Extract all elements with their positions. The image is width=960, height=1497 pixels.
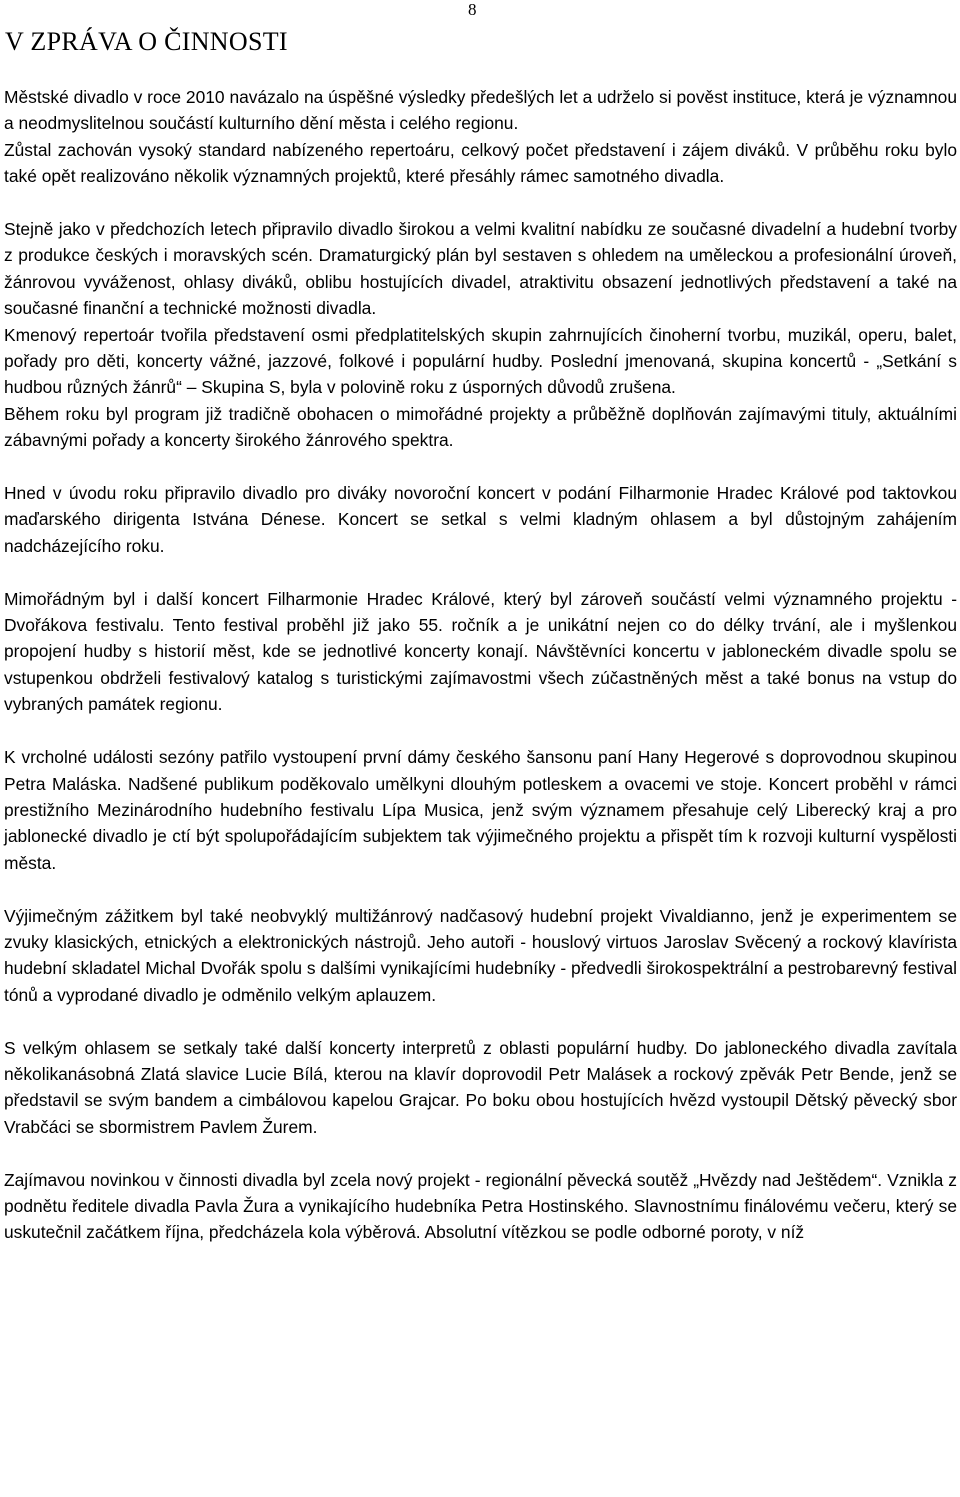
section-heading: V ZPRÁVA O ČINNOSTI [5, 27, 288, 56]
paragraph-core-repertoire: Kmenový repertoár tvořila představení osmi předplatitelských skupin zahrnujících činoherní tvorbu, muzikál, operu, balet, pořady pro děti, koncerty vážné, jazzové, folkové i populární hudby. Poslední jmenovaná, skupina koncertů - „Setkání s hudbou různých žánrů“ – Skupina S, byla v polovině roku z úsporných důvodů zrušena. [4, 324, 957, 398]
paragraph-new-year-concert: Hned v úvodu roku připravilo divadlo pro diváky novoroční koncert v podání Filharmonie Hradec Králové pod taktovkou maďarského dirigenta Istvána Dénese. Koncert se setkal s velmi kladným ohlasem a byl důstojným zahájením nadcházejícího roku. [4, 483, 957, 556]
paragraph-dvorak-festival: Mimořádným byl i další koncert Filharmonie Hradec Králové, který byl zároveň součástí velmi významného projektu - Dvořákova festivalu. Tento festival proběhl již jako 55. ročník a je unikátní nejen co do délky trvání, ale i myšlenkou propojení hudby s historií měst, kde se jednotlivé koncerty konají. Návštěvníci koncertu v jabloneckém divadle spolu se vstupenkou obdrželi festivalový katalog s turistickými zajímavostmi všech zúčastněných měst a také bonus na vstup do vybraných památek regionu. [4, 588, 957, 715]
paragraph-popular-concerts: S velkým ohlasem se setkaly také další koncerty interpretů z oblasti populární hudby. Do jabloneckého divadla zavítala několikanásobná Zlatá slavice Lucie Bílá, kterou na klavír doprovodil Petr Malásek a rockový zpěvák Petr Bende, jenž se představil se svým bandem a cimbálovou kapelou Grajcar. Po boku obou hostujících hvězd vystoupil Dětský pěvecký sbor Vrabčáci se sbormistrem Pavlem Žurem. [4, 1037, 957, 1137]
paragraph-intro: Městské divadlo v roce 2010 navázalo na úspěšné výsledky předešlých let a udrželo si pověst instituce, která je významnou a neodmyslitelnou součástí kulturního dění města i celého regionu. [4, 87, 957, 134]
paragraph-hegerova-concert: K vrcholné události sezóny patřilo vystoupení první dámy českého šansonu paní Hany Hegerové s doprovodnou skupinou Petra Maláska. Nadšené publikum poděkovalo umělkyni dlouhým potleskem a ovacemi ve stoje. Koncert proběhl v rámci prestižního Mezinárodního hudebního festivalu Lípa Musica, jenž svým významem přesahuje celý Liberecký kraj a pro jablonecké divadlo je ctí být spolupořádajícím subjektem tak výjimečného projektu a přispět tím k rozvoji kulturní vyspělosti města. [4, 747, 957, 873]
page-number: 8 [468, 0, 477, 19]
paragraph-repertoire-standard: Zůstal zachován vysoký standard nabízeného repertoáru, celkový počet představení i zájem diváků. V průběhu roku bylo také opět realizováno několik významných projektů, které přesáhly rámec samotného divadla. [4, 139, 957, 187]
paragraph-vivaldianno: Výjimečným zážitkem byl také neobvyklý multižánrový nadčasový hudební projekt Vivaldianno, jenž je experimentem se zvuky klasických, etnických a elektronických nástrojů. Jeho autoři - houslový virtuos Jaroslav Svěcený a rockový klavírista hudební skladatel Michal Dvořák spolu s dalšími vynikajícími hudebníky - předvedli širokospektrální a pestrobarevný festival tónů a vyprodané divadlo je odměnilo velkým aplauzem. [4, 905, 957, 1005]
paragraph-dramaturgy: Stejně jako v předchozích letech připravilo divadlo širokou a velmi kvalitní nabídku ze současné divadelní a hudební tvorby z produkce českých i moravských scén. Dramaturgický plán byl sestaven s ohledem na uměleckou a profesionální úroveň, žánrovou vyváženost, ohlasy diváků, oblibu hostujících divadel, atraktivitu obsazení jednotlivých představení a také na současné finanční a technické možnosti divadla. [4, 219, 957, 319]
report-body [4, 84, 957, 1246]
paragraph-extra-projects: Během roku byl program již tradičně obohacen o mimořádné projekty a průběžně doplňován zajímavými tituly, aktuálními zábavnými pořady a koncerty širokého žánrového spektra. [4, 403, 957, 451]
paragraph-singing-contest: Zajímavou novinkou v činnosti divadla byl zcela nový projekt - regionální pěvecká soutěž „Hvězdy nad Ještědem“. Vznikla z podnětu ředitele divadla Pavla Žura a vynikajícího hudebníka Petra Hostinského. Slavnostnímu finálovému večeru, který se uskutečnil začátkem října, předcházela kola výběrová. Absolutní vítězkou se podle odborné poroty, v níž [4, 1169, 957, 1243]
